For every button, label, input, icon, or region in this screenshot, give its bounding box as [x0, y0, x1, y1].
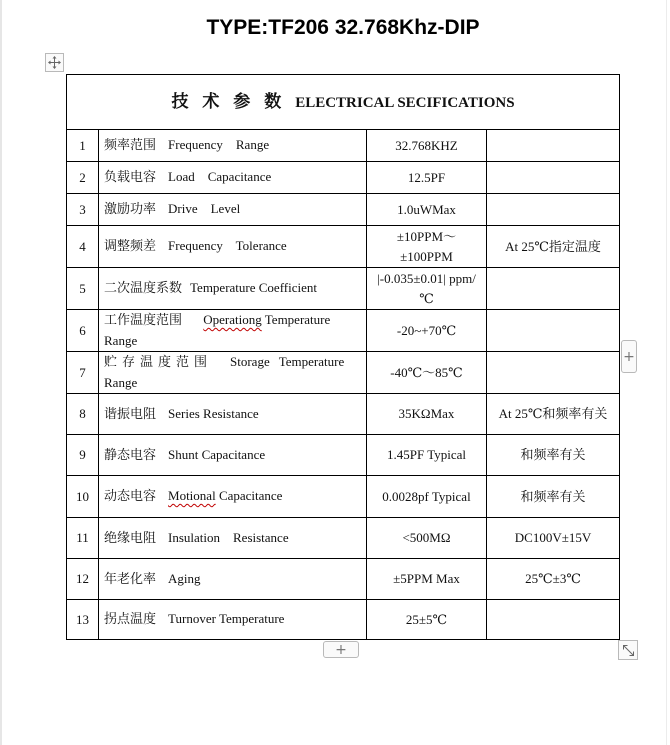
parameter-en: Frequency Tolerance [168, 238, 287, 253]
parameter-en: Series Resistance [168, 405, 259, 421]
row-number[interactable]: 7 [67, 352, 99, 394]
add-row-button[interactable]: + [323, 641, 359, 658]
value-cell[interactable]: ±5PPM Max [367, 559, 487, 600]
table-row [67, 559, 620, 600]
parameter-cn: 二次温度系数 [104, 281, 183, 296]
table-row [67, 226, 620, 268]
row-number[interactable]: 12 [67, 559, 99, 600]
document-title: TYPE:TF206 32.768Khz-DIP [206, 16, 480, 39]
value-cell[interactable]: 1.0uWMax [367, 194, 487, 226]
parameter-cell[interactable] [99, 352, 367, 394]
parameter-en: Insulation Resistance [168, 529, 289, 545]
row-number[interactable]: 5 [67, 268, 99, 310]
note-cell[interactable]: 25℃±3℃ [487, 559, 620, 600]
parameter-cn: 拐点温度 [104, 612, 157, 627]
value-cell[interactable]: ±10PPM～±100PPM [367, 226, 487, 268]
table-header-row [67, 75, 620, 130]
parameter-cell[interactable] [99, 162, 367, 194]
value-cell[interactable]: 12.5PF [367, 162, 487, 194]
parameter-en: Aging [168, 570, 201, 586]
parameter-en: Temperature Range [104, 312, 331, 348]
parameter-en: Shunt Capacitance [168, 446, 266, 462]
parameter-cell[interactable] [99, 194, 367, 226]
value-cell[interactable]: 25±5℃ [367, 600, 487, 640]
table-move-handle[interactable] [45, 53, 64, 72]
parameter-cn: 静态电容 [104, 447, 157, 463]
note-cell[interactable]: At 25℃和频率有关 [487, 394, 620, 435]
table-row [67, 194, 620, 226]
parameter-en: Temperature Coefficient [190, 280, 318, 295]
parameter-cell[interactable] [99, 394, 367, 435]
note-cell[interactable]: DC100V±15V [487, 518, 620, 559]
parameter-cn: 负载电容 [104, 170, 157, 185]
parameter-cn: 年老化率 [104, 571, 157, 587]
value-cell[interactable]: <500MΩ [367, 518, 487, 559]
value-cell[interactable]: 0.0028pf Typical [367, 476, 487, 518]
table-row [67, 476, 620, 518]
page-right-edge [666, 0, 667, 745]
parameter-en: Load Capacitance [168, 169, 272, 184]
note-cell[interactable]: 和频率有关 [487, 476, 620, 518]
note-cell[interactable] [487, 268, 620, 310]
row-number[interactable]: 8 [67, 394, 99, 435]
parameter-cn: 谐振电阻 [104, 406, 157, 422]
parameter-cell[interactable] [99, 435, 367, 476]
row-number[interactable]: 2 [67, 162, 99, 194]
move-arrows-icon [48, 56, 61, 69]
row-number[interactable]: 6 [67, 310, 99, 352]
parameter-cell[interactable] [99, 130, 367, 162]
parameter-en-spellcheck: Operationg [203, 312, 262, 327]
value-cell[interactable]: -20~+70℃ [367, 310, 487, 352]
table-row [67, 435, 620, 476]
parameter-en: Turnover Temperature [168, 611, 285, 626]
table-row [67, 352, 620, 394]
table-row [67, 130, 620, 162]
table-row [67, 600, 620, 640]
parameter-cn: 工作温度范围 [104, 313, 183, 328]
add-column-button[interactable]: + [621, 340, 637, 373]
row-number[interactable]: 1 [67, 130, 99, 162]
row-number[interactable]: 11 [67, 518, 99, 559]
table-row [67, 310, 620, 352]
parameter-cell[interactable] [99, 559, 367, 600]
parameter-cn: 调整频差 [104, 239, 157, 254]
note-cell[interactable] [487, 310, 620, 352]
specifications-table [66, 74, 620, 640]
resize-diagonal-icon [622, 644, 635, 657]
parameter-en: Frequency Range [168, 137, 270, 152]
parameter-cell[interactable] [99, 518, 367, 559]
table-row [67, 518, 620, 559]
note-cell[interactable] [487, 600, 620, 640]
value-cell[interactable]: -40℃～85℃ [367, 352, 487, 394]
parameter-en-spellcheck: Motional [168, 488, 216, 503]
parameter-cn: 频率范围 [104, 138, 157, 153]
parameter-cell[interactable] [99, 310, 367, 352]
row-number[interactable]: 13 [67, 600, 99, 640]
value-cell[interactable]: 32.768KHZ [367, 130, 487, 162]
table-row [67, 394, 620, 435]
note-cell[interactable] [487, 130, 620, 162]
page-left-edge [0, 0, 2, 745]
note-cell[interactable]: At 25℃指定温度 [487, 226, 620, 268]
value-cell[interactable]: 1.45PF Typical [367, 435, 487, 476]
note-cell[interactable] [487, 194, 620, 226]
parameter-cn: 激励功率 [104, 202, 157, 217]
row-number[interactable]: 3 [67, 194, 99, 226]
parameter-cn: 贮存温度范围 [104, 355, 213, 370]
note-cell[interactable] [487, 162, 620, 194]
table-row [67, 162, 620, 194]
row-number[interactable]: 10 [67, 476, 99, 518]
parameter-cn: 绝缘电阻 [104, 530, 157, 546]
note-cell[interactable]: 和频率有关 [487, 435, 620, 476]
value-cell[interactable]: 35KΩMax [367, 394, 487, 435]
row-number[interactable]: 9 [67, 435, 99, 476]
note-cell[interactable] [487, 352, 620, 394]
parameter-cell[interactable] [99, 600, 367, 640]
parameter-cell[interactable] [99, 268, 367, 310]
table-resize-handle[interactable] [618, 640, 638, 660]
header-chinese: 技 术 参 数 [171, 91, 286, 112]
parameter-en: Storage Temperature Range [104, 354, 345, 390]
parameter-en: Capacitance [218, 488, 283, 503]
parameter-cell[interactable] [99, 476, 367, 518]
value-cell[interactable]: |-0.035±0.01| ppm/℃ [367, 268, 487, 310]
row-number[interactable]: 4 [67, 226, 99, 268]
table-header-cell[interactable] [67, 75, 620, 130]
parameter-en: Drive Level [168, 201, 241, 216]
table-row [67, 268, 620, 310]
header-english: ELECTRICAL SECIFICATIONS [295, 94, 515, 111]
parameter-cell[interactable] [99, 226, 367, 268]
parameter-cn: 动态电容 [104, 489, 157, 504]
